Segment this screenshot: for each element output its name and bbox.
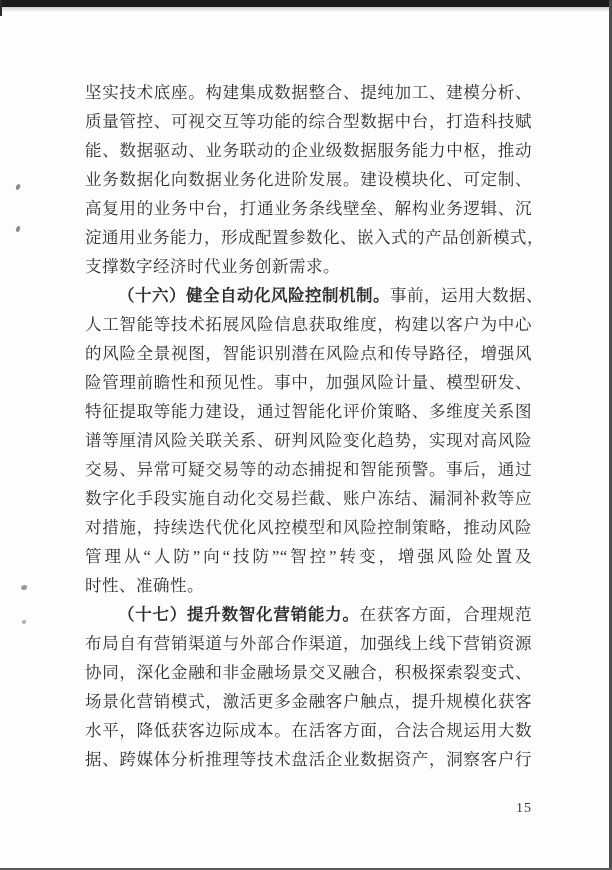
text-run: 能、数据驱动、业务联动的企业级数据服务能力中枢，推动 — [85, 141, 532, 160]
scan-edge-left — [0, 0, 2, 16]
scan-speck — [22, 620, 26, 624]
text-line — [85, 107, 532, 136]
text-line — [85, 542, 532, 571]
scan-speck — [15, 184, 21, 191]
text-line — [85, 687, 532, 716]
text-line — [85, 716, 532, 745]
text-line — [85, 252, 532, 281]
text-run: 业务数据化向数据业务化进阶发展。建设模块化、可定制、 — [85, 170, 532, 189]
text-line — [85, 281, 543, 310]
text-line — [85, 658, 532, 687]
text-run: 谱等厘清风险关联关系、研判风险变化趋势，实现对高风险 — [85, 431, 532, 450]
text-run: 的风险全景视图，智能识别潜在风险点和传导路径，增强风 — [85, 344, 532, 363]
text-line — [85, 136, 532, 165]
text-line — [85, 194, 532, 223]
scan-edge-top-shadow — [0, 7, 612, 12]
text-line — [85, 600, 532, 629]
text-run: 特征提取等能力建设，通过智能化评价策略、多维度关系图 — [85, 402, 532, 421]
text-line — [85, 513, 532, 542]
text-run: 时性、准确性。 — [85, 576, 204, 595]
text-run: 场景化营销模式，激活更多金融客户触点，提升规模化获客 — [85, 692, 532, 711]
scan-speck — [15, 226, 20, 233]
text-line — [85, 165, 532, 194]
text-line — [85, 310, 532, 339]
text-run: 布局自有营销渠道与外部合作渠道，加强线上线下营销资源 — [85, 634, 532, 653]
text-run: 人工智能等技术拓展风险信息获取维度，构建以客户为中心 — [85, 315, 532, 334]
text-line — [85, 223, 544, 252]
text-run: 对措施，持续迭代优化风控模型和风险控制策略，推动风险 — [85, 518, 532, 537]
text-line — [85, 78, 532, 107]
text-run: 水平，降低获客边际成本。在活客方面，合法合规运用大数 — [85, 721, 532, 740]
text-run: 支撑数字经济时代业务创新需求。 — [85, 257, 340, 276]
page-number: 15 — [516, 801, 532, 816]
text-line — [85, 339, 532, 368]
text-line — [85, 397, 532, 426]
text-run: 协同，深化金融和非金融场景交叉融合，积极探索裂变式、 — [85, 663, 532, 682]
section-heading: （十七）提升数智化营销能力。 — [118, 605, 360, 624]
text-line — [85, 455, 532, 484]
text-run: 险管理前瞻性和预见性。事中，加强风险计量、模型研发、 — [85, 373, 532, 392]
text-run: 在获客方面，合理规范 — [359, 605, 533, 624]
text-line — [85, 368, 532, 397]
text-run: 高复用的业务中台，打通业务条线壁垒、解构业务逻辑、沉 — [85, 199, 532, 218]
scan-edge-top — [0, 0, 612, 7]
section-heading: （十六）健全自动化风险控制机制。 — [118, 286, 390, 305]
text-run: 管理从“人防”向“技防”“智控”转变，增强风险处置及 — [85, 547, 532, 566]
text-run: 据、跨媒体分析推理等技术盘活企业数据资产，洞察客户行 — [85, 750, 532, 769]
text-run: 事前，运用大数据、 — [390, 286, 543, 305]
scan-speck — [21, 585, 27, 590]
text-run: 淀通用业务能力，形成配置参数化、嵌入式的产品创新模式， — [85, 228, 544, 247]
text-run: 坚实技术底座。构建集成数据整合、提纯加工、建模分析、 — [85, 83, 532, 102]
text-line — [85, 426, 532, 455]
text-line — [85, 629, 532, 658]
text-line — [85, 571, 532, 600]
body-text — [85, 78, 544, 774]
text-run: 数字化手段实施自动化交易拦截、账户冻结、漏洞补救等应 — [85, 489, 532, 508]
text-run: 质量管控、可视交互等功能的综合型数据中台，打造科技赋 — [85, 112, 532, 131]
text-line — [85, 484, 532, 513]
text-run: 交易、异常可疑交易等的动态捕捉和智能预警。事后，通过 — [85, 460, 532, 479]
text-line — [85, 745, 532, 774]
